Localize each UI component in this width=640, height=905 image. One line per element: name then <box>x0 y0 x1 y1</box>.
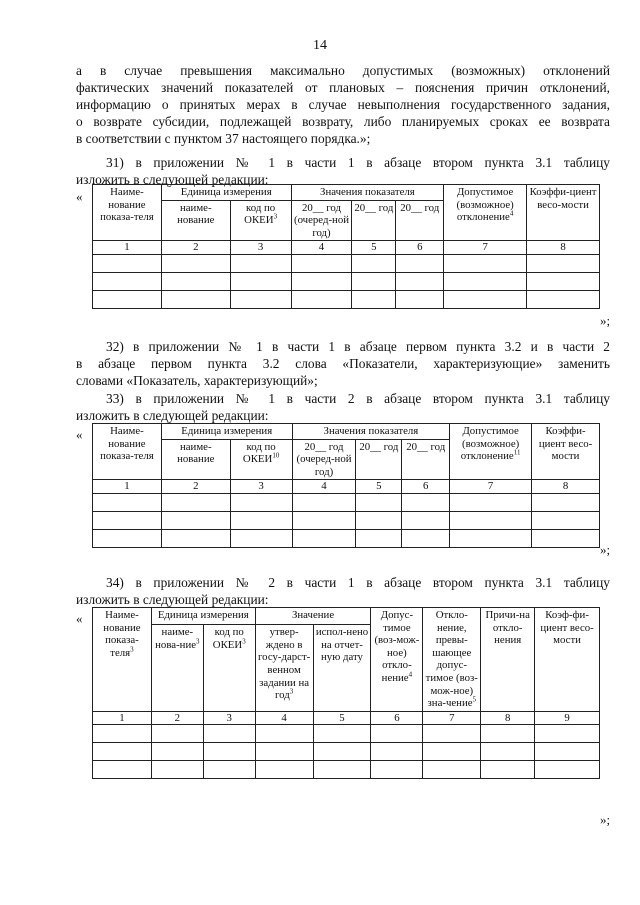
t1-col-number: 6 <box>396 241 444 255</box>
close-quote: »; <box>600 313 611 328</box>
t2-col-number: 8 <box>532 480 600 494</box>
intro-line: информацию о принятых мерах в случае невыполнения государственного задания, <box>76 97 610 112</box>
close-quote: »; <box>600 542 611 557</box>
table-row <box>93 493 600 511</box>
intro-line: а в случае превышения максимально допустимых (возможных) отклонений <box>76 63 610 78</box>
t2-col-number: 3 <box>230 480 292 494</box>
table-row <box>93 272 600 290</box>
t3-header-executed: испол-нено на отчет-ную дату <box>313 625 371 712</box>
t3-header-over-deviation: Откло-нение, превы-шающее допус-тимое (воз-мож-ное) зна-чение$^5$ <box>423 608 481 712</box>
t1-col-number: 5 <box>352 241 396 255</box>
table-2 <box>92 423 600 548</box>
item-32-line: словами «Показатель, характеризующий»; <box>76 373 318 388</box>
item-32-line: в абзаце первом пункта 3.2 слова «Показатели, характеризующие» заменить <box>76 356 610 371</box>
t1-header-year-2: 20__ год <box>352 200 396 241</box>
close-quote: »; <box>600 812 611 827</box>
t3-header-coefficient: Коэф-фи-циент весо-мости <box>535 608 600 712</box>
t3-header-okei: код по ОКЕИ$^3$ <box>203 625 255 712</box>
intro-line: о возврате субсидии, подлежащей возврату, либо планируемых сроках ее возврата <box>76 114 610 129</box>
intro-line: фактических значений показателей от плановых – пояснения причин отклонений, <box>76 80 610 95</box>
table-1 <box>92 184 600 309</box>
t1-col-number: 4 <box>291 241 352 255</box>
t3-header-unit: Единица измерения <box>151 608 255 625</box>
t1-col-number: 2 <box>161 241 230 255</box>
item-34 <box>76 574 610 608</box>
t1-header-unit-name: наиме-нование <box>161 200 230 241</box>
t3-col-number: 8 <box>481 711 535 725</box>
t2-header-unit-name: наиме-нование <box>161 439 230 480</box>
intro-line: в соответствии с пунктом 37 настоящего порядка.»; <box>76 131 371 146</box>
item-34-line: изложить в следующей редакции: <box>76 592 269 607</box>
t1-header-unit: Единица измерения <box>161 185 291 201</box>
table-row <box>93 254 600 272</box>
t3-col-number: 2 <box>151 711 203 725</box>
t2-header-name: Наиме-нование показа-теля <box>93 424 162 480</box>
open-quote: « <box>76 611 83 626</box>
t1-col-number: 7 <box>444 241 527 255</box>
t2-header-values: Значения показателя <box>292 424 450 440</box>
t1-col-number: 8 <box>527 241 600 255</box>
t2-header-okei: код по ОКЕИ$^{10}$ <box>230 439 292 480</box>
t2-header-coefficient: Коэффи-циент весо-мости <box>532 424 600 480</box>
t1-header-values: Значения показателя <box>291 185 444 201</box>
item-33 <box>76 390 610 424</box>
t2-col-number: 5 <box>356 480 402 494</box>
table-row <box>93 511 600 529</box>
t3-col-number: 7 <box>423 711 481 725</box>
table-row <box>93 529 600 547</box>
t2-col-number: 7 <box>450 480 532 494</box>
intro-paragraph <box>76 62 610 147</box>
t3-header-name: Наиме-нование показа-теля$^3$ <box>93 608 152 712</box>
item-31 <box>76 154 610 188</box>
t1-col-number: 1 <box>93 241 162 255</box>
t1-header-okei: код по ОКЕИ$^3$ <box>230 200 291 241</box>
item-31-line: 31) в приложении № 1 в части 1 в абзаце втором пункта 3.1 таблицу <box>106 155 610 170</box>
t3-col-number: 4 <box>255 711 313 725</box>
table-row <box>93 743 600 761</box>
page-number: 14 <box>313 38 327 53</box>
t2-header-deviation: Допустимое (возможное) отклонение$^{11}$ <box>450 424 532 480</box>
t1-header-deviation: Допустимое (возможное) отклонение$^4$ <box>444 185 527 241</box>
t2-col-number: 2 <box>161 480 230 494</box>
t3-col-number: 9 <box>535 711 600 725</box>
item-33-line: изложить в следующей редакции: <box>76 408 269 423</box>
item-32-line: 32) в приложении № 1 в части 1 в абзаце первом пункта 3.2 и в части 2 <box>106 339 610 354</box>
t3-col-number: 5 <box>313 711 371 725</box>
t3-col-number: 3 <box>203 711 255 725</box>
t3-header-approved: утвер-ждено в госу-дарст-венном задании на год$^3$ <box>255 625 313 712</box>
open-quote: « <box>76 427 83 442</box>
t2-col-number: 1 <box>93 480 162 494</box>
t1-header-year-1: 20__ год (очеред-ной год) <box>291 200 352 241</box>
t3-header-unit-name: наиме-нова-ние$^3$ <box>151 625 203 712</box>
table-row <box>93 725 600 743</box>
table-3 <box>92 607 600 779</box>
item-32 <box>76 338 610 389</box>
t2-header-unit: Единица измерения <box>161 424 292 440</box>
t3-col-number: 6 <box>371 711 423 725</box>
table-row <box>93 290 600 308</box>
item-33-line: 33) в приложении № 1 в части 2 в абзаце втором пункта 3.1 таблицу <box>106 391 610 406</box>
t2-header-year-2: 20__ год <box>356 439 402 480</box>
t3-header-deviation: Допус-тимое (воз-мож-ное) откло-нение$^4$ <box>371 608 423 712</box>
t2-header-year-3: 20__ год <box>402 439 450 480</box>
t1-header-year-3: 20__ год <box>396 200 444 241</box>
t1-header-name: Наиме-нование показа-теля <box>93 185 162 241</box>
table-row <box>93 761 600 779</box>
t3-header-value: Значение <box>255 608 371 625</box>
t1-header-coefficient: Коэффи-циент весо-мости <box>527 185 600 241</box>
t1-col-number: 3 <box>230 241 291 255</box>
t2-col-number: 4 <box>292 480 356 494</box>
open-quote: « <box>76 189 83 204</box>
t2-col-number: 6 <box>402 480 450 494</box>
item-31-line: изложить в следующей редакции: <box>76 172 269 187</box>
item-34-line: 34) в приложении № 2 в части 1 в абзаце втором пункта 3.1 таблицу <box>106 575 610 590</box>
t2-header-year-1: 20__ год (очеред-ной год) <box>292 439 356 480</box>
t3-col-number: 1 <box>93 711 152 725</box>
t3-header-reason: Причи-на откло-нения <box>481 608 535 712</box>
